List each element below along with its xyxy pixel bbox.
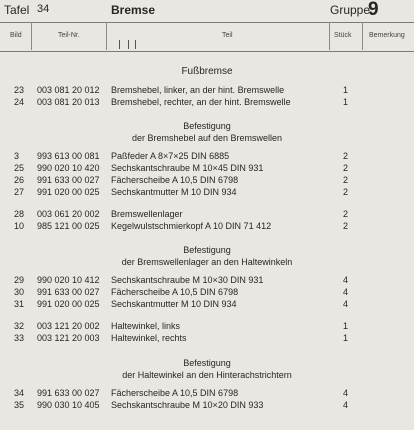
cell-teil-nr: 990 020 10 420 (37, 163, 100, 173)
cell-teil: Sechskantschraube M 10×30 DIN 931 (111, 275, 264, 285)
column-bild: Bild (10, 32, 22, 39)
section-heading: der Haltewinkel an den Hinterachstrichtern (122, 370, 292, 380)
cell-stueck: 2 (343, 209, 349, 219)
cell-bild: 35 (14, 400, 25, 410)
column-divider (31, 22, 32, 50)
cell-bild: 32 (14, 321, 25, 331)
cell-teil-nr: 991 020 00 025 (37, 187, 100, 197)
cell-stueck: 4 (343, 299, 349, 309)
cell-stueck: 4 (343, 400, 349, 410)
cell-teil-nr: 990 030 10 405 (37, 400, 100, 410)
cell-bild: 10 (14, 221, 25, 231)
cell-stueck: 4 (343, 275, 349, 285)
cell-bild: 28 (14, 209, 25, 219)
cell-bild: 29 (14, 275, 25, 285)
column-teil-nr: Teil-Nr. (58, 32, 80, 39)
cell-teil-nr: 991 633 00 027 (37, 287, 100, 297)
cell-stueck: 2 (343, 221, 349, 231)
table-row (0, 208, 414, 220)
cell-teil: Paßfeder A 8×7×25 DIN 6885 (111, 151, 230, 161)
cell-bild: 26 (14, 175, 25, 185)
column-stueck: Stück (334, 32, 352, 39)
table-row (0, 320, 414, 332)
column-divider (362, 22, 363, 50)
column-tick (119, 40, 120, 49)
cell-teil: Sechskantmutter M 10 DIN 934 (111, 187, 237, 197)
cell-teil-nr: 991 633 00 027 (37, 388, 100, 398)
cell-bild: 3 (14, 151, 20, 161)
cell-stueck: 4 (343, 388, 349, 398)
cell-teil-nr: 003 121 20 002 (37, 321, 100, 331)
cell-teil-nr: 985 121 00 025 (37, 221, 100, 231)
cell-teil: Fächerscheibe A 10,5 DIN 6798 (111, 287, 239, 297)
column-divider (329, 22, 330, 50)
section-heading: der Bremshebel auf den Bremswellen (131, 133, 283, 143)
page-title: Bremse (111, 3, 156, 17)
cell-stueck: 1 (343, 85, 349, 95)
cell-teil-nr: 991 633 00 027 (37, 175, 100, 185)
page-header (0, 0, 414, 23)
cell-teil: Bremshebel, linker, an der hint. Bremswelle (111, 85, 285, 95)
cell-bild: 23 (14, 85, 25, 95)
table-row (0, 286, 414, 298)
cell-stueck: 2 (343, 163, 349, 173)
cell-teil-nr: 003 061 20 002 (37, 209, 100, 219)
column-teil: Teil (222, 32, 233, 39)
cell-stueck: 4 (343, 287, 349, 297)
table-row (0, 387, 414, 399)
cell-teil: Haltewinkel, links (111, 321, 181, 331)
cell-bild: 27 (14, 187, 25, 197)
table-row (0, 96, 414, 108)
column-divider (106, 22, 107, 50)
cell-teil-nr: 003 081 20 012 (37, 85, 100, 95)
table-row (0, 220, 414, 232)
cell-bild: 24 (14, 97, 25, 107)
section-heading: Befestigung (183, 121, 231, 131)
tafel-label: Tafel (4, 3, 30, 17)
table-row (0, 186, 414, 198)
cell-teil: Fächerscheibe A 10,5 DIN 6798 (111, 388, 239, 398)
column-tick (128, 40, 129, 49)
cell-teil-nr: 993 613 00 081 (37, 151, 100, 161)
cell-stueck: 1 (343, 97, 349, 107)
table-row (0, 174, 414, 186)
table-row (0, 150, 414, 162)
cell-bild: 30 (14, 287, 25, 297)
table-row (0, 162, 414, 174)
cell-bild: 25 (14, 163, 25, 173)
cell-teil-nr: 003 081 20 013 (37, 97, 100, 107)
table-row (0, 298, 414, 310)
cell-teil-nr: 990 020 10 412 (37, 275, 100, 285)
column-bemerkung: Bemerkung (369, 32, 405, 39)
cell-bild: 33 (14, 333, 25, 343)
cell-stueck: 2 (343, 187, 349, 197)
cell-stueck: 2 (343, 151, 349, 161)
gruppe-label: Gruppe (330, 3, 371, 17)
cell-stueck: 1 (343, 333, 349, 343)
cell-teil: Kegelwulstschmierkopf A 10 DIN 71 412 (111, 221, 272, 231)
cell-stueck: 2 (343, 175, 349, 185)
cell-teil-nr: 991 020 00 025 (37, 299, 100, 309)
column-tick (135, 40, 136, 49)
cell-bild: 34 (14, 388, 25, 398)
cell-bild: 31 (14, 299, 25, 309)
cell-teil: Haltewinkel, rechts (111, 333, 187, 343)
cell-teil-nr: 003 121 20 003 (37, 333, 100, 343)
table-row (0, 84, 414, 96)
tafel-number: 34 (37, 3, 50, 15)
table-row (0, 332, 414, 344)
section-heading: Befestigung (183, 245, 231, 255)
cell-teil: Sechskantmutter M 10 DIN 934 (111, 299, 237, 309)
gruppe-number: 9 (368, 0, 379, 20)
cell-teil: Fächerscheibe A 10,5 DIN 6798 (111, 175, 239, 185)
cell-teil: Sechskantschraube M 10×20 DIN 933 (111, 400, 264, 410)
section-heading: der Bremswellenlager an den Haltewinkeln (121, 257, 293, 267)
table-row (0, 399, 414, 411)
cell-teil: Bremshebel, rechter, an der hint. Bremswelle (111, 97, 291, 107)
column-header (0, 22, 414, 52)
cell-stueck: 1 (343, 321, 349, 331)
cell-teil: Sechskantschraube M 10×45 DIN 931 (111, 163, 264, 173)
cell-teil: Bremswellenlager (111, 209, 183, 219)
section-heading: Fußbremse (181, 66, 233, 77)
table-row (0, 274, 414, 286)
section-heading: Befestigung (183, 358, 231, 368)
